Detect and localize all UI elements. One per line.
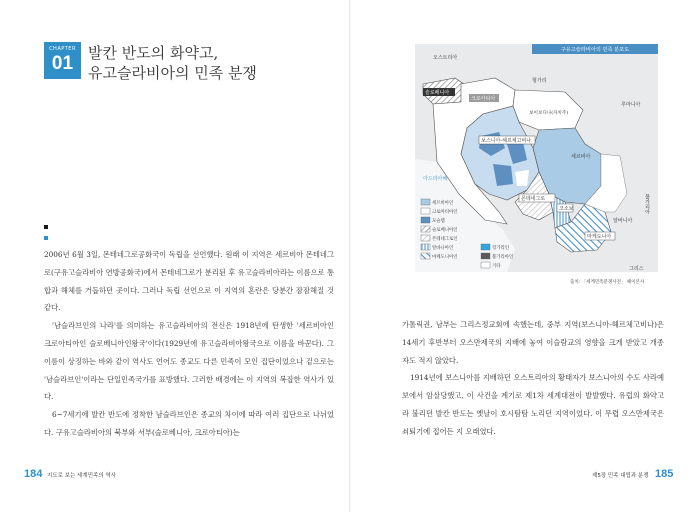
left-page-number: 184 [24,468,43,480]
legend-swatch-macedonian [421,253,430,259]
ethnic-distribution-map [415,44,658,272]
legend-swatch-muslim [421,217,430,223]
legend-label-other: 기타 [492,264,501,269]
left-paragraph-3: 6~7세기에 발칸 반도에 정착한 남슬라브인은 종교의 차이에 따라 여러 집단으로 나뉘었다. 구유고슬라비아의 북부와 서부(슬로베니아, 크로아티아)는 [44,410,334,437]
right-page-number: 185 [655,468,674,480]
black-square-bullet [44,225,48,229]
map-title: 구유고슬라비아의 민족 분포도 [560,47,630,53]
legend-swatch-serbian [421,199,430,205]
legend-swatch-bulgarian [481,253,490,259]
legend-label-slovene: 슬로베니아인 [432,228,458,233]
map-source-caption: 출처: 「세계민족분쟁사전」 헤이본샤 [570,280,645,285]
label-bulgaria: 불가리아 [644,194,650,214]
label-hungary: 헝가리 [532,78,547,84]
page-title [88,43,257,83]
legend-swatch-hungarian [481,244,490,250]
chapter-badge [44,42,81,79]
label-adriatic-sea: 아드리아해 [423,176,448,182]
left-body-text [44,246,334,442]
legend-label-bulgarian: 불가리아인 [492,255,514,260]
right-body-text [402,316,664,441]
chapter-word: CHAPTER [49,46,76,52]
left-running-footer: 지도로 보는 세계민족의 역사 [47,473,117,479]
label-croatia: 크로아티아 [471,96,496,102]
right-paragraph-1: 가톨릭권, 남부는 그리스정교회에 속했는데, 중부 지역(보스니아-헤르체고비나)은 14세기 후반부터 오스만제국의 지배에 놓여 이슬람교의 영향을 크게 받았고 개종자도 적지 않았다. [402,320,664,365]
label-serbia: 세르비아 [571,154,591,160]
label-austria: 오스트리아 [433,55,458,61]
left-paragraph-1: 2006년 6월 3일, 몬테네그로공화국이 독립을 선언했다. 원래 이 지역은 세르비아 몬테네그로(구유고슬라비아 연방공화국)에서 몬테네그로가 분리된 후 유고슬라비아라는 이름으로 통합과 해체를 거듭하던 곳이다. 그러나 독립 선언으로 이 지역의 혼란은 당분간 잠잠해질 것 같다. [44,250,334,313]
right-paragraph-2: 1914년에 보스니아를 지배하던 오스트리아의 황태자가 보스니아의 수도 사라예보에서 암살당했고, 이 사건을 계기로 제1차 세계대전이 발발했다. 유럽의 화약고라 불리던 발칸 반도는 옛날이 호시탐탐 노리던 지역이었다. 이 무렵 오스만제국은 쇠퇴기에 접어든 지 오래였다. [402,373,664,436]
legend-label-muslim: 모슬렘 [432,219,445,224]
legend-swatch-albanian [421,244,430,250]
croat-patch [515,170,529,186]
page-gutter [349,0,351,512]
legend-label-hungarian: 헝가리인 [492,246,509,251]
legend-swatch-montenegrin [421,235,430,241]
legend-label-montenegrin: 몬테네그로인 [432,237,458,242]
legend-swatch-slovene [421,226,430,232]
right-running-footer: 제5장 민족 대립과 분쟁 [592,473,649,479]
title-line-2: 유고슬라비아의 민족 분쟁 [88,64,257,82]
legend-label-croat: 크로아티아인 [432,210,458,215]
label-vojvodina: 보이보디나(자치주) [529,111,569,116]
legend-swatch-other [481,262,490,268]
label-greece: 그리스 [629,266,644,272]
legend-label-macedonian: 마케도니아인 [432,255,458,260]
chapter-number: 01 [51,53,74,74]
title-line-1: 발칸 반도의 화약고, [88,44,219,62]
label-kosovo: 코소보 [559,206,574,212]
left-paragraph-2: '남슬라브인의 나라'를 의미하는 유고슬라비아의 전신은 1918년에 탄생한 '세르비아인 크로아티아인 슬로베니아인왕국'이다(1929년에 유고슬라비아왕국으로 이름을 바꾼다). 그 이름이 상징하는 바와 같이 역사도 언어도 종교도 다른 민족이 모인 집단이었으나 겉으로는 '남슬라브인'이라는 단일민족국가를 표방했다. 그러한 배경에는 이 지역의 복잡한 역사가 있다. [44,321,334,402]
label-macedonia: 마케도니아 [587,234,612,240]
legend-label-serbian: 세르비아인 [432,201,454,206]
blue-square-bullet [44,236,48,240]
label-albania: 알바니아 [613,218,633,224]
label-montenegro: 몬테네그로 [521,196,546,202]
legend-label-albanian: 알바니아인 [432,246,454,251]
label-bosnia: 보스니아-헤르체고비나 [481,138,532,144]
label-romania: 루마니아 [621,102,641,108]
label-slovenia: 슬로베니아 [425,90,450,96]
legend-swatch-croat [421,208,430,214]
